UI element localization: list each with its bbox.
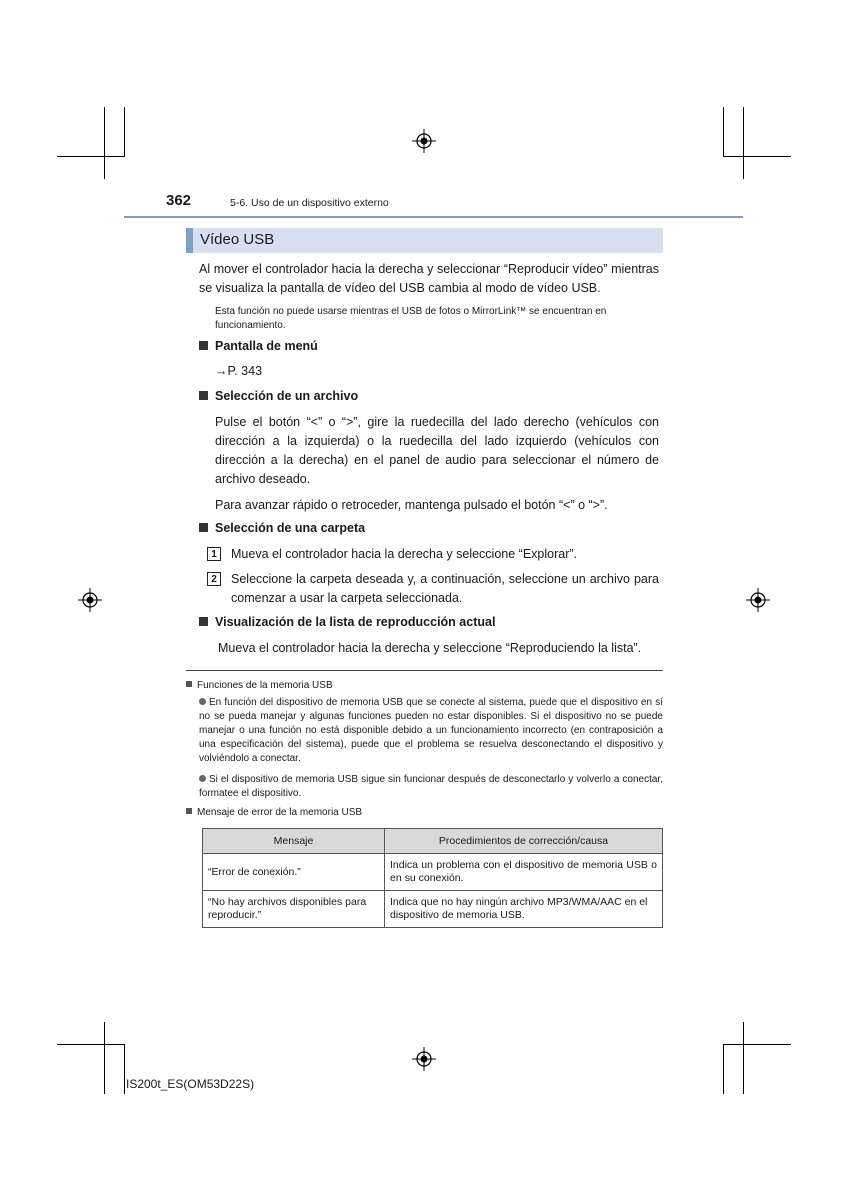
note-bullet	[199, 773, 663, 801]
note-bullet-text: En función del dispositivo de memoria USB que se conecte al sistema, puede que el dispositivo en sí no se pueda manejar y algunas funciones pueden no estar disponibles. Si el dispositivo no se puede manejar o una función no está disponible debido a un funcionamiento incorrecto (en contraposición a una especificación del sistema), puede que el problema se resuelva desconectando el dispositivo y volviéndolo a conectar.	[199, 697, 663, 764]
crop-mark	[723, 1044, 791, 1045]
crop-mark	[723, 107, 724, 157]
notes-heading-functions	[186, 679, 333, 693]
heading-menu	[199, 339, 318, 353]
table-row	[203, 891, 663, 928]
heading-menu-label: Pantalla de menú	[215, 339, 318, 353]
table-cell: Indica que no hay ningún archivo MP3/WMA/AAC en el dispositivo de memoria USB.	[385, 891, 663, 928]
heading-folder-label: Selección de una carpeta	[215, 521, 366, 535]
heading-folder	[199, 521, 365, 535]
document-code: IS200t_ES(OM53D22S)	[126, 1077, 255, 1091]
table-header-cell: Mensaje	[203, 829, 385, 854]
step-number: 1	[207, 547, 221, 561]
note-bullet-text: Si el dispositivo de memoria USB sigue sin funcionar después de desconectarlo y volverlo a conectar, formatee el dispositivo.	[199, 774, 663, 799]
notes-heading-functions-label: Funciones de la memoria USB	[197, 680, 333, 691]
file-paragraph: Pulse el botón “<” o “>”, gire la ruedecilla del lado derecho (vehículos con dirección a la izquierda) o la ruedecilla del lado izquierdo (vehículos con dirección a la derecha) en el panel de audio para seleccionar el número de archivo deseado.	[215, 415, 659, 486]
registration-mark-icon	[78, 588, 102, 612]
notes-heading-error-label: Mensaje de error de la memoria USB	[197, 807, 363, 818]
crop-mark	[57, 1044, 125, 1045]
file-paragraph-fast: Para avanzar rápido o retroceder, mantenga pulsado el botón “<” o “>”.	[215, 498, 608, 512]
registration-mark-icon	[412, 1047, 436, 1071]
step-text: Mueva el controlador hacia la derecha y seleccione “Explorar”.	[231, 547, 578, 561]
menu-page-reference[interactable]: →P. 343	[215, 364, 263, 378]
playlist-paragraph: Mueva el controlador hacia la derecha y seleccione “Reproduciendo la lista”.	[218, 641, 642, 655]
notes-divider	[186, 670, 663, 671]
notes-heading-error	[186, 806, 362, 820]
intro-paragraph: Al mover el controlador hacia la derecha y seleccionar “Reproducir vídeo” mientras se visualiza la pantalla de vídeo del USB cambia al modo de vídeo USB.	[199, 262, 659, 295]
crop-mark	[124, 1044, 125, 1094]
header-rule	[124, 216, 743, 218]
table-cell: “No hay archivos disponibles para reproducir.”	[203, 891, 385, 928]
step-text: Seleccione la carpeta deseada y, a continuación, seleccione un archivo para comenzar a usar la carpeta seleccionada.	[231, 572, 659, 605]
heading-file	[199, 389, 358, 403]
step-number: 2	[207, 572, 221, 586]
crop-mark	[104, 1022, 105, 1094]
section-title-accent	[186, 228, 193, 253]
section-title: Vídeo USB	[200, 231, 275, 248]
bullet-dot-icon	[199, 698, 206, 705]
square-bullet-icon	[186, 681, 192, 687]
error-message-table	[202, 828, 663, 928]
square-bullet-icon	[186, 808, 192, 814]
table-cell: “Error de conexión.”	[203, 854, 385, 891]
intro-note: Esta función no puede usarse mientras el USB de fotos o MirrorLink™ se encuentran en funcionamiento.	[215, 306, 607, 331]
crop-mark	[723, 1044, 724, 1094]
square-bullet-icon	[199, 523, 208, 532]
heading-playlist-label: Visualización de la lista de reproducción actual	[215, 615, 496, 629]
square-bullet-icon	[199, 341, 208, 350]
table-row	[203, 854, 663, 891]
crop-mark	[124, 107, 125, 157]
heading-file-label: Selección de un archivo	[215, 389, 359, 403]
crop-mark	[743, 107, 744, 179]
crop-mark	[743, 1022, 744, 1094]
crop-mark	[57, 156, 125, 157]
table-header-row	[203, 829, 663, 854]
table-cell: Indica un problema con el dispositivo de memoria USB o en su conexión.	[385, 854, 663, 891]
registration-mark-icon	[746, 588, 770, 612]
table-header-cell: Procedimientos de corrección/causa	[385, 829, 663, 854]
square-bullet-icon	[199, 391, 208, 400]
crop-mark	[723, 156, 791, 157]
square-bullet-icon	[199, 617, 208, 626]
crop-mark	[104, 107, 105, 179]
registration-mark-icon	[412, 129, 436, 153]
note-bullet	[199, 696, 663, 766]
heading-playlist	[199, 615, 495, 629]
page-number: 362	[166, 192, 192, 209]
bullet-dot-icon	[199, 775, 206, 782]
chapter-title: 5-6. Uso de un dispositivo externo	[230, 197, 389, 209]
